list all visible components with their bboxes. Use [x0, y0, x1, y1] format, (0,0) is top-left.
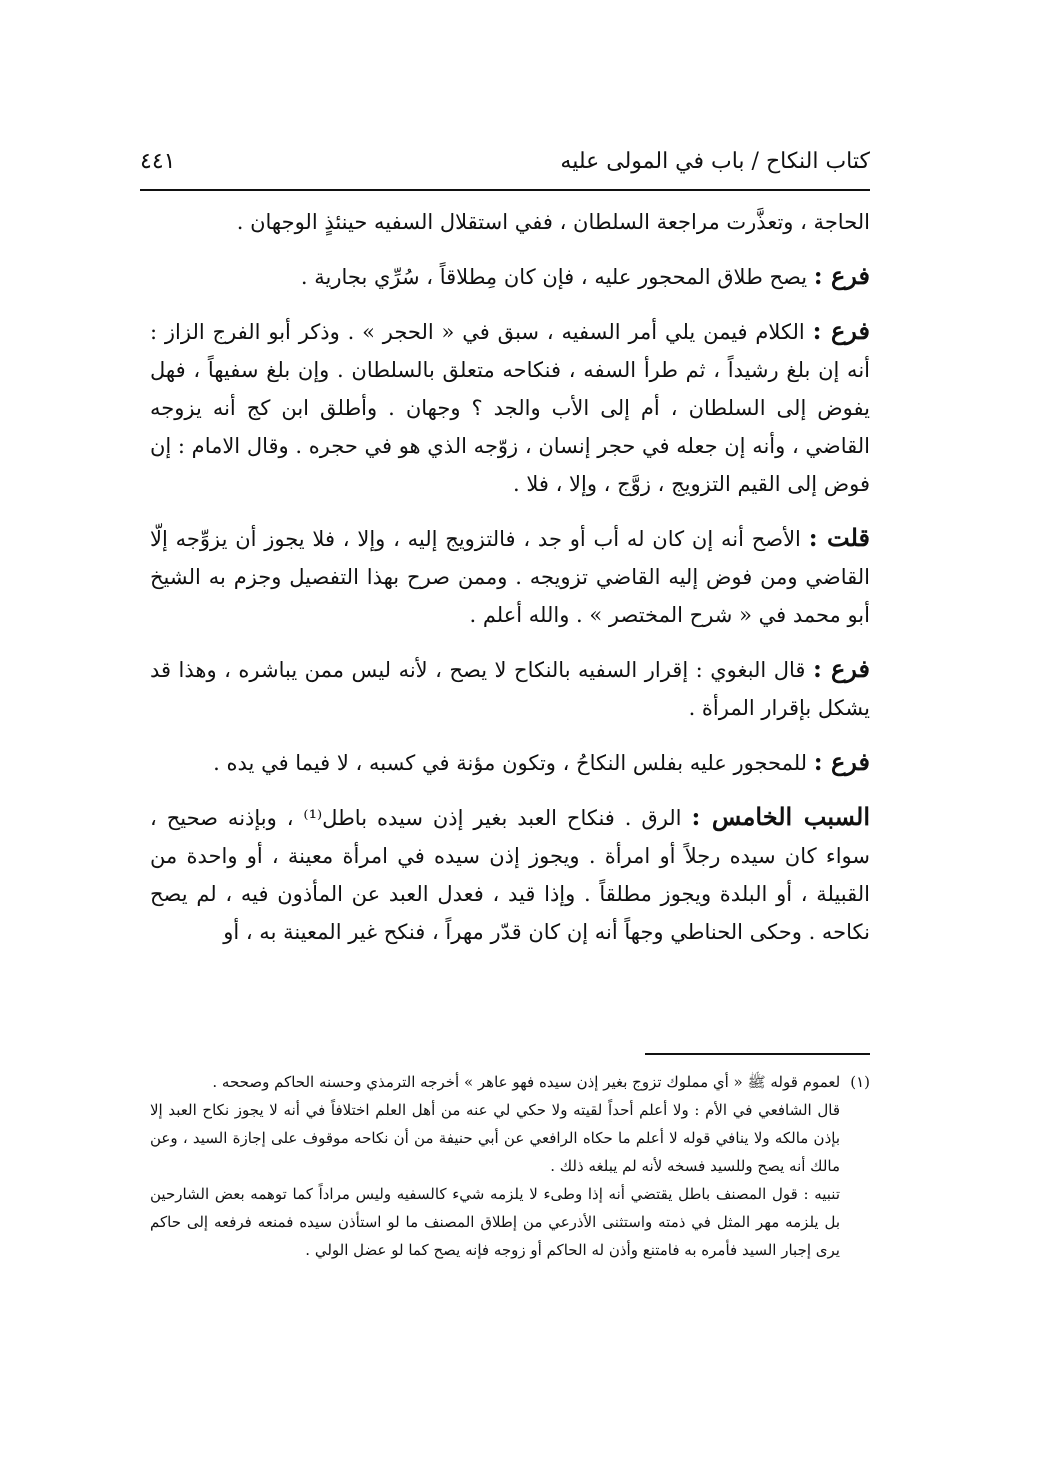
paragraph-text: يصح طلاق المحجور عليه ، فإن كان مِطلاقاً ، سُرِّي بجارية .	[300, 265, 814, 289]
page-header	[140, 142, 870, 182]
paragraph-text: الأصح أنه إن كان له أب أو جد ، فالتزويج إليه ، وإلا ، فلا يجوز أن يزوِّجه إلّا القاضي ومن فوض إليه القاضي تزويجه . وممن صرح بهذا التفصيل وجزم به الشيخ أبو محمد في « شرح المختصر » . والله أعلم .	[150, 527, 870, 627]
footnote-text: قال الشافعي في الأم : ولا أعلم أحداً لقيته ولا حكي لي عنه من أهل العلم اختلافاً في أنه لا يجوز نكاح العبد إلا بإذن مالكه ولا ينافي قوله لا أعلم ما حكاه الرافعي عن أبي حنيفة من أن نكاحه موقوف على إجازة السيد ، وعن مالك أنه يصح وللسيد فسخه لأنه لم يبلغه ذلك .	[150, 1101, 840, 1175]
footnote-text: تنبيه : قول المصنف باطل يقتضي أنه إذا وطىء لا يلزمه شيء كالسفيه وليس مراداً كما توهمه بعض الشارحين بل يلزمه مهر المثل في ذمته واستثنى الأذرعي من إطلاق المصنف ما لو استأذن سيده فمنعه فرفعه إلى حاكم يرى إجبار السيد فأمره به فامتنع وأذن له الحاكم أو زوجه فإنه يصح كما لو عضل الولي .	[150, 1185, 840, 1259]
footnote	[150, 1068, 870, 1096]
footnote	[150, 1096, 870, 1180]
paragraph-text: الكلام فيمن يلي أمر السفيه ، سبق في « الحجر » . وذكر أبو الفرج الزاز : أنه إن بلغ رشيداً ، ثم طرأ السفه ، فنكاحه متعلق بالسلطان . وإن بلغ سفيهاً ، فهل يفوض إلى السلطان ، أم إلى الأب والجد ؟ وجهان . وأطلق ابن كج أنه يزوجه القاضي ، وأنه إن جعله في حجر إنسان ، زوّجه الذي هو في حجره . وقال الامام : إن فوض إلى القيم التزويج ، زوَّج ، وإلا ، فلا .	[150, 320, 870, 496]
paragraph-label: فرع :	[812, 316, 871, 345]
footnotes	[150, 1068, 870, 1264]
footnote	[150, 1180, 870, 1264]
paragraph	[150, 743, 870, 782]
header-rule	[140, 189, 870, 191]
footnote-text: لعموم قوله ﷺ « أي مملوك تزوج بغير إذن سيده فهو عاهر » أخرجه الترمذي وحسنه الحاكم وصححه .	[212, 1073, 841, 1091]
paragraph-text: قال البغوي : إقرار السفيه بالنكاح لا يصح ، لأنه ليس ممن يباشره ، وهذا قد يشكل بإقرار المرأة .	[150, 658, 870, 720]
footnote-rule	[645, 1053, 870, 1055]
section-heading: السبب الخامس :	[691, 802, 870, 831]
footnote-number: (١)	[850, 1073, 870, 1091]
paragraph-label: قلت :	[808, 523, 870, 552]
paragraph-label: فرع :	[812, 654, 871, 683]
running-title: كتاب النكاح / باب في المولى عليه	[560, 149, 870, 174]
main-text	[150, 202, 870, 967]
paragraph	[150, 312, 870, 503]
paragraph-label: فرع :	[813, 261, 870, 290]
paragraph-text: للمحجور عليه بفلس النكاحُ ، وتكون مؤنة في كسبه ، لا فيما في يده .	[213, 751, 814, 775]
paragraph-label: فرع :	[813, 747, 870, 776]
paragraph	[150, 650, 870, 727]
paragraph: الحاجة ، وتعذَّرت مراجعة السلطان ، ففي استقلال السفيه حينئذٍ الوجهان .	[236, 210, 870, 234]
paragraph	[150, 257, 870, 296]
paragraph	[150, 519, 870, 634]
paragraph-text: الرق . فنكاح العبد بغير إذن سيده باطل⁽¹⁾ ، وبإذنه صحيح ، سواء كان سيده رجلاً أو امرأة . ويجوز إذن سيده في امرأة معينة ، أو واحدة من القبيلة ، أو البلدة ويجوز مطلقاً . وإذا قيد ، فعدل العبد عن المأذون فيه ، لم يصح نكاحه . وحكى الحناطي وجهاً أنه إن كان قدّر مهراً ، فنكح غير المعينة به ، أو	[150, 806, 870, 944]
page-number: ٤٤١	[140, 149, 176, 174]
paragraph	[150, 798, 870, 951]
